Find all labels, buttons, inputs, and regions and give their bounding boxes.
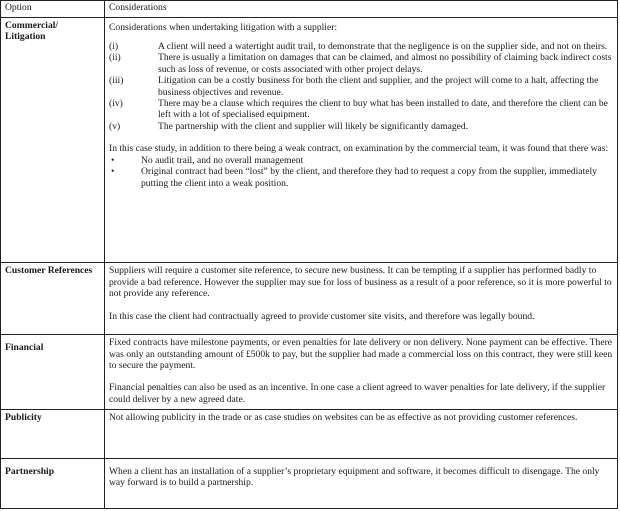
list-item — [109, 98, 613, 121]
bullet-item — [109, 155, 613, 166]
considerations-cell — [105, 17, 618, 263]
option-label: Financial — [1, 335, 105, 410]
considerations-cell — [105, 335, 618, 410]
list-item — [109, 52, 613, 75]
paragraph: When a client has an installation of a supplier’s proprietary equipment and software, it becomes difficult to disengage. The only way forward is to build a partnership. — [109, 465, 600, 489]
option-label: Publicity — [1, 410, 105, 459]
item-number: (v) — [109, 120, 121, 132]
list-item — [109, 121, 613, 132]
option-label: Customer References — [1, 263, 105, 335]
table-row — [1, 458, 618, 508]
item-text: There is usually a limitation on damages that can be claimed, and almost no possibility of claiming back indirect costs such as loss of revenue, or costs associated with other project delays. — [158, 52, 612, 75]
list-item — [109, 75, 613, 98]
table-row — [1, 263, 618, 335]
considerations-cell — [105, 263, 618, 335]
header-considerations: Considerations — [105, 1, 618, 18]
item-text: A client will need a watertight audit trail, to demonstrate that the negligence is on the supplier side, and not on theirs. — [158, 41, 608, 53]
item-text: The partnership with the client and supplier will likely be significantly damaged. — [158, 120, 469, 132]
bullet-text: Original contract had been “lost” by the client, and therefore they had to request a copy from the supplier, immediately putting the client into a weak position. — [141, 166, 597, 189]
intro-text: Considerations when undertaking litigation with a supplier: — [109, 21, 338, 33]
item-number: (iv) — [109, 98, 123, 110]
bullet-item — [109, 166, 613, 189]
header-option: Option — [1, 1, 105, 18]
paragraph: In this case the client had contractually agreed to provide customer site visits, and therefore was legally bound. — [109, 310, 535, 322]
option-label: Commercial/ Litigation — [1, 17, 105, 263]
considerations-cell — [105, 458, 618, 508]
bullet-icon: • — [111, 166, 115, 178]
paragraph: Fixed contracts have milestone payments, or even penalties for late delivery or non delivery. None payment can be effective. There was only an outstanding amount of £500k to pay, but the supplier had made a commercial loss on this contract, they were still keen to secure the payment. — [109, 337, 613, 371]
table-row — [1, 410, 618, 459]
bullet-text: No audit trail, and no overall management — [141, 154, 304, 166]
item-number: (iii) — [109, 75, 124, 87]
list-item — [109, 41, 613, 52]
paragraph: Financial penalties can also be used as an incentive. In one case a client agreed to waver penalties for late delivery, if the supplier could deliver by a new agreed date. — [109, 382, 606, 405]
item-number: (i) — [109, 41, 119, 53]
table-row — [1, 335, 618, 410]
paragraph: Not allowing publicity in the trade or as case studies on websites can be as effective as not providing customer references. — [109, 412, 578, 424]
case-study-text: In this case study, in addition to there being a weak contract, on examination by the commercial team, it was found that there was: — [109, 143, 609, 155]
item-text: Litigation can be a costly business for both the client and supplier, and the project will come to a halt, affecting the business objectives and revenue. — [158, 75, 599, 98]
item-text: There may be a clause which requires the client to buy what has been installed to date, and therefore the client can be left with a lot of specialised equipment. — [158, 98, 608, 121]
header-row — [1, 1, 618, 18]
option-label: Partnership — [1, 458, 105, 508]
paragraph: Suppliers will require a customer site reference, to secure new business. It can be tempting if a supplier has performed badly to provide a bad reference. However the supplier may sue for loss of business as a result of a poor reference, so it is more powerful to not provide any reference. — [109, 265, 612, 300]
table-row — [1, 17, 618, 263]
bullet-icon: • — [111, 154, 115, 166]
considerations-cell — [105, 410, 618, 459]
item-number: (ii) — [109, 52, 121, 64]
